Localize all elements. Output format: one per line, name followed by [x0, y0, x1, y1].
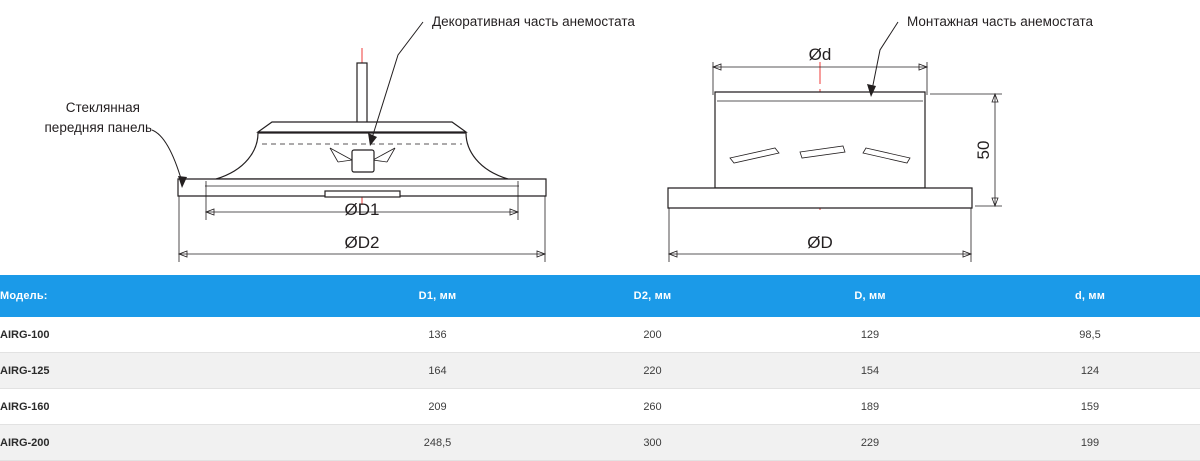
cell-d: 189 — [860, 400, 880, 413]
header-dd: d, мм — [1074, 290, 1106, 302]
cell-d: 129 — [860, 328, 880, 341]
header-d1: D1, мм — [418, 290, 457, 302]
annotation-glass-front-panel-line2: передняя панель — [44, 120, 152, 135]
cell-d: 229 — [860, 436, 880, 449]
cell-model: AIRG-160 — [0, 400, 50, 413]
annotation-glass-front-panel-line1: Стеклянная — [65, 100, 140, 115]
header-model: Модель: — [0, 290, 48, 302]
annotation-decorative-part: Декоративная часть анемостата — [432, 14, 635, 29]
cell-d1: 136 — [428, 328, 447, 341]
cell-model: AIRG-200 — [0, 436, 50, 449]
cell-model: AIRG-125 — [0, 364, 50, 377]
dim-height-label: 50 — [974, 140, 993, 160]
cell-d2: 260 — [643, 400, 662, 413]
cell-dd: 98,5 — [1079, 328, 1101, 341]
table-row — [0, 425, 1200, 461]
cell-d2: 220 — [643, 364, 662, 377]
header-d2: D2, мм — [633, 290, 672, 302]
cell-d1: 164 — [428, 364, 447, 377]
table-row — [0, 389, 1200, 425]
dim-d2-label: ØD2 — [344, 233, 380, 252]
dim-d-big-label: ØD — [807, 233, 833, 252]
cell-dd: 199 — [1080, 436, 1100, 449]
header-d: D, мм — [854, 290, 886, 302]
cell-d2: 200 — [643, 328, 662, 341]
cell-d2: 300 — [643, 436, 662, 449]
cell-d: 154 — [860, 364, 880, 377]
table-row — [0, 317, 1200, 353]
specifications-table — [0, 275, 1200, 461]
annotation-mounting-part: Монтажная часть анемостата — [907, 14, 1094, 29]
cell-d1: 209 — [428, 400, 447, 413]
dim-d1-label: ØD1 — [344, 200, 380, 219]
table-header — [0, 275, 1200, 317]
table-header-row — [0, 275, 1200, 317]
cell-model: AIRG-100 — [0, 328, 50, 341]
cell-dd: 124 — [1080, 364, 1100, 377]
table-row — [0, 353, 1200, 389]
table-body — [0, 317, 1200, 461]
cell-dd: 159 — [1080, 400, 1100, 413]
cell-d1: 248,5 — [423, 436, 452, 449]
dim-d-small-label: Ød — [808, 45, 832, 64]
